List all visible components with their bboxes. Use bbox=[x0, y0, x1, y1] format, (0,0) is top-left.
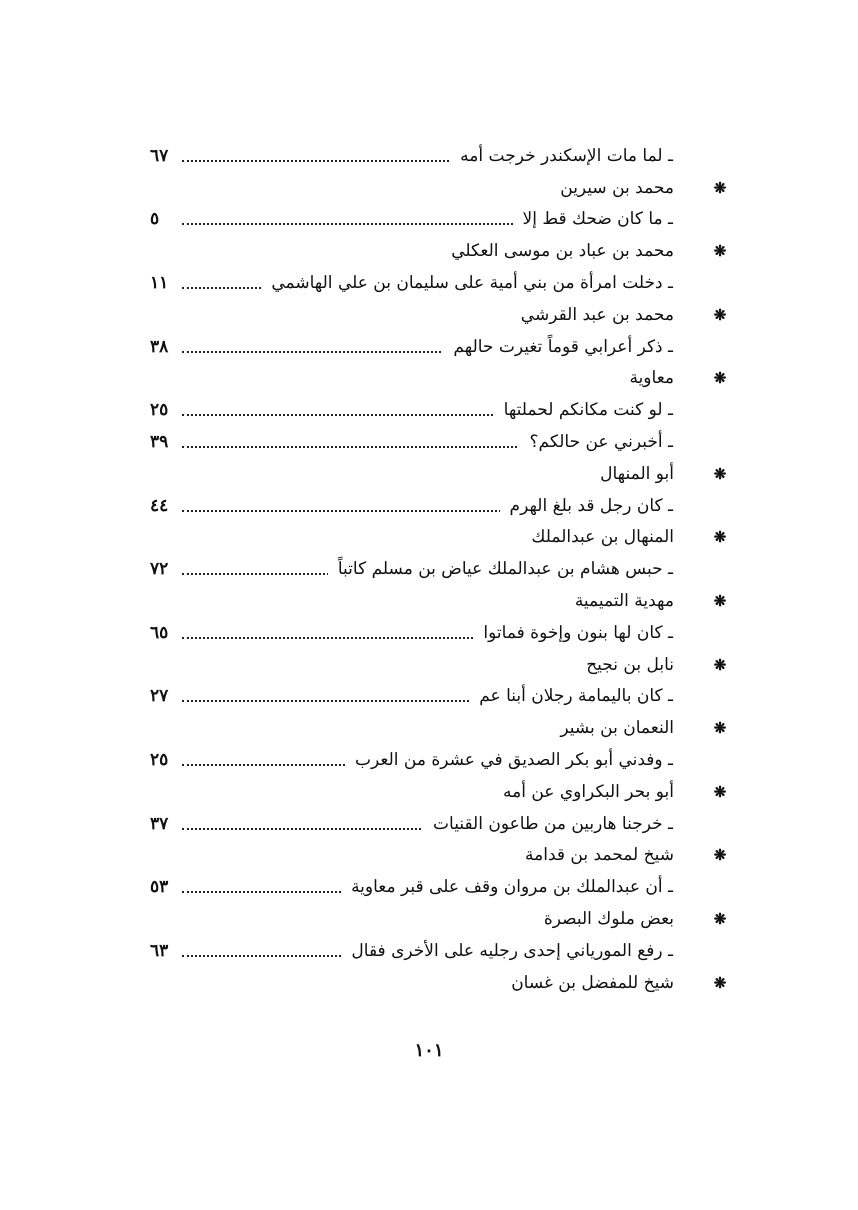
entry-text: ـ أن عبدالملك بن مروان وقف على قبر معاوية bbox=[341, 877, 673, 897]
index-entry bbox=[150, 744, 730, 776]
author-heading bbox=[150, 458, 730, 490]
entry-page-number: ٦٥ bbox=[150, 622, 169, 643]
entry-page-number: ٦٣ bbox=[150, 940, 169, 961]
author-heading bbox=[150, 649, 730, 681]
entry-text: ـ لما مات الإسكندر خرجت أمه bbox=[450, 146, 673, 166]
author-heading bbox=[150, 585, 730, 617]
asterisk-bullet-icon: ❋ bbox=[713, 178, 727, 197]
index-entry bbox=[150, 426, 730, 458]
index-entry bbox=[150, 681, 730, 713]
author-heading bbox=[150, 712, 730, 744]
index-entry bbox=[150, 553, 730, 585]
entry-text: ـ رفع المورياني إحدى رجليه على الأخرى فقال bbox=[341, 941, 673, 961]
author-heading bbox=[150, 172, 730, 204]
asterisk-bullet-icon: ❋ bbox=[713, 305, 727, 324]
author-heading bbox=[150, 235, 730, 267]
author-heading bbox=[150, 967, 730, 999]
entry-page-number: ٢٥ bbox=[150, 400, 169, 421]
entry-text: ـ حبس هشام بن عبدالملك عياض بن مسلم كاتباً bbox=[328, 559, 673, 579]
entry-text: ـ لو كنت مكانكم لحملتها bbox=[494, 400, 673, 420]
entry-page-number: ٣٨ bbox=[150, 336, 169, 357]
author-name: أبو المنهال bbox=[600, 463, 674, 484]
page-number: ١٠١ bbox=[414, 1040, 444, 1061]
asterisk-bullet-icon: ❋ bbox=[713, 910, 727, 929]
author-name: شيخ للمفضل بن غسان bbox=[511, 972, 674, 993]
author-name: المنهال بن عبدالملك bbox=[531, 527, 674, 548]
author-name: معاوية bbox=[629, 368, 674, 389]
entry-page-number: ٢٥ bbox=[150, 750, 169, 771]
entry-text: ـ ما كان ضحك قط إلا bbox=[513, 209, 673, 229]
asterisk-bullet-icon: ❋ bbox=[713, 655, 727, 674]
entry-page-number: ٤٤ bbox=[150, 495, 169, 516]
asterisk-bullet-icon: ❋ bbox=[713, 464, 727, 483]
author-heading bbox=[150, 299, 730, 331]
author-name: مهدية التميمية bbox=[574, 591, 674, 612]
index-entry bbox=[150, 204, 730, 236]
entry-text: ـ ذكر أعرابي قوماً تغيرت حالهم bbox=[443, 337, 673, 357]
author-name: محمد بن عبد القرشي bbox=[520, 304, 674, 325]
entry-page-number: ٢٧ bbox=[150, 686, 169, 707]
entry-page-number: ٣٩ bbox=[150, 432, 169, 453]
author-name: النعمان بن بشير bbox=[560, 718, 674, 739]
index-entry bbox=[150, 140, 730, 172]
index-entry bbox=[150, 394, 730, 426]
author-name: محمد بن عباد بن موسى العكلي bbox=[451, 241, 674, 262]
index-entry bbox=[150, 617, 730, 649]
asterisk-bullet-icon: ❋ bbox=[713, 846, 727, 865]
author-heading bbox=[150, 903, 730, 935]
entry-page-number: ١١ bbox=[150, 273, 169, 294]
author-heading bbox=[150, 522, 730, 554]
author-name: أبو بحر البكراوي عن أمه bbox=[502, 781, 674, 802]
index-entry bbox=[150, 331, 730, 363]
author-heading bbox=[150, 776, 730, 808]
index-entry bbox=[150, 935, 730, 967]
author-heading bbox=[150, 363, 730, 395]
asterisk-bullet-icon: ❋ bbox=[713, 592, 727, 611]
asterisk-bullet-icon: ❋ bbox=[713, 782, 727, 801]
entry-text: ـ كان لها بنون وإخوة فماتوا bbox=[473, 623, 673, 643]
author-name: محمد بن سيرين bbox=[560, 177, 674, 198]
entry-text: ـ خرجنا هاربين من طاعون القنيات bbox=[423, 814, 673, 834]
asterisk-bullet-icon: ❋ bbox=[713, 369, 727, 388]
index-entry bbox=[150, 267, 730, 299]
asterisk-bullet-icon: ❋ bbox=[713, 719, 727, 738]
entry-page-number: ٥ bbox=[150, 209, 160, 230]
entry-page-number: ٦٧ bbox=[150, 145, 169, 166]
entry-text: ـ كان باليمامة رجلان أبنا عم bbox=[469, 686, 673, 706]
index-entry bbox=[150, 808, 730, 840]
author-name: نابل بن نجيح bbox=[586, 654, 674, 675]
asterisk-bullet-icon: ❋ bbox=[713, 973, 727, 992]
asterisk-bullet-icon: ❋ bbox=[713, 242, 727, 261]
entry-text: ـ وفدني أبو بكر الصديق في عشرة من العرب bbox=[345, 750, 673, 770]
asterisk-bullet-icon: ❋ bbox=[713, 528, 727, 547]
entry-page-number: ٣٧ bbox=[150, 813, 169, 834]
index-entry bbox=[150, 871, 730, 903]
author-name: بعض ملوك البصرة bbox=[543, 909, 674, 930]
index-entry bbox=[150, 490, 730, 522]
author-heading bbox=[150, 840, 730, 872]
entry-text: ـ كان رجل قد بلغ الهرم bbox=[500, 496, 673, 516]
entry-text: ـ أخبرني عن حالكم؟ bbox=[519, 432, 673, 452]
entry-page-number: ٥٣ bbox=[150, 877, 169, 898]
author-name: شيخ لمحمد بن قدامة bbox=[525, 845, 674, 866]
index-list bbox=[150, 140, 730, 999]
entry-text: ـ دخلت امرأة من بني أمية على سليمان بن علي الهاشمي bbox=[261, 273, 673, 293]
entry-page-number: ٧٢ bbox=[150, 559, 169, 580]
